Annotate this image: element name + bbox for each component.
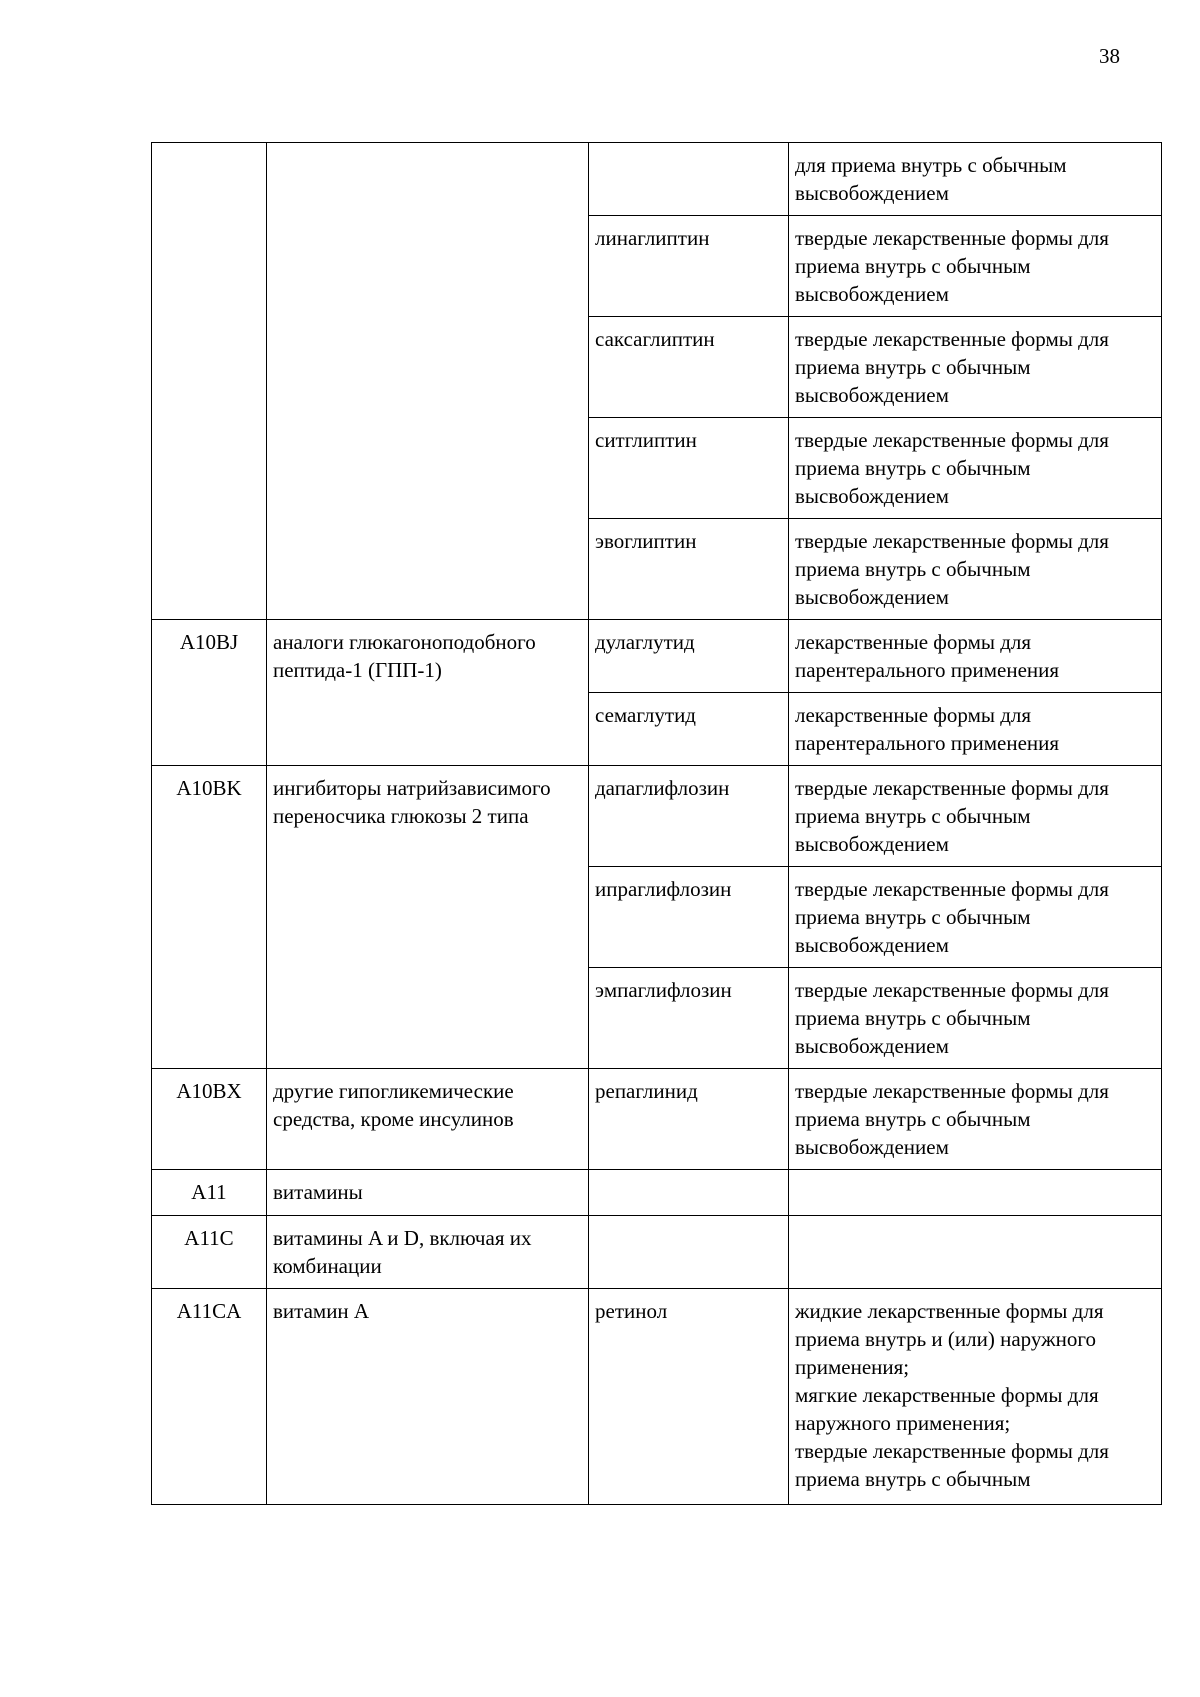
- dosage-form-text: твердые лекарственные формы для приема внутрь с обычным высвобождением: [795, 226, 1109, 306]
- atc-code-cell: A11CA: [152, 1289, 267, 1505]
- dosage-form-cell: [789, 693, 1162, 766]
- table-row: [152, 1289, 1162, 1505]
- dosage-form-cell: [789, 1170, 1162, 1216]
- inn-cell: семаглутид: [589, 693, 789, 766]
- group-name-cell: аналоги глюкагоноподобного пептида-1 (ГПП-1): [267, 620, 589, 766]
- dosage-form-cell: [789, 867, 1162, 968]
- dosage-form-cell: [789, 1069, 1162, 1170]
- dosage-form-cell: [789, 766, 1162, 867]
- atc-code-cell: A10BX: [152, 1069, 267, 1170]
- inn-cell: ретинол: [589, 1289, 789, 1505]
- dosage-form-text: твердые лекарственные формы для приема внутрь с обычным высвобождением: [795, 529, 1109, 609]
- dosage-form-cell: [789, 1289, 1162, 1505]
- dosage-form-cell: [789, 1216, 1162, 1289]
- inn-cell: [589, 1170, 789, 1216]
- dosage-form-cell: [789, 216, 1162, 317]
- inn-cell: [589, 1216, 789, 1289]
- table-row: [152, 1069, 1162, 1170]
- inn-cell: ипраглифлозин: [589, 867, 789, 968]
- table-row: [152, 1216, 1162, 1289]
- inn-cell: репаглинид: [589, 1069, 789, 1170]
- atc-code-cell: A11: [152, 1170, 267, 1216]
- dosage-form-text: твердые лекарственные формы для приема внутрь с обычным высвобождением: [795, 776, 1109, 856]
- group-name-cell: витамин A: [267, 1289, 589, 1505]
- drug-list-table: [151, 142, 1162, 1505]
- table-row: [152, 1170, 1162, 1216]
- dosage-form-text: твердые лекарственные формы для приема внутрь с обычным высвобождением: [795, 327, 1109, 407]
- table-row: [152, 620, 1162, 693]
- group-name-cell: витамины: [267, 1170, 589, 1216]
- inn-cell: эвоглиптин: [589, 519, 789, 620]
- dosage-form-text: лекарственные формы для парентерального применения: [795, 630, 1060, 682]
- atc-code-cell: A11C: [152, 1216, 267, 1289]
- dosage-form-text: твердые лекарственные формы для приема внутрь с обычным высвобождением: [795, 428, 1109, 508]
- dosage-form-cell: [789, 317, 1162, 418]
- group-name-cell: витамины A и D, включая их комбинации: [267, 1216, 589, 1289]
- inn-cell: эмпаглифлозин: [589, 968, 789, 1069]
- inn-cell: линаглиптин: [589, 216, 789, 317]
- dosage-form-cell: [789, 519, 1162, 620]
- dosage-form-cell: [789, 143, 1162, 216]
- dosage-form-cell: [789, 620, 1162, 693]
- dosage-form-text: твердые лекарственные формы для приема внутрь с обычным высвобождением: [795, 1079, 1109, 1159]
- atc-code-cell: A10BJ: [152, 620, 267, 766]
- atc-code-cell: [152, 143, 267, 620]
- dosage-form-cell: [789, 968, 1162, 1069]
- inn-cell: дапаглифлозин: [589, 766, 789, 867]
- inn-cell: [589, 143, 789, 216]
- inn-cell: дулаглутид: [589, 620, 789, 693]
- inn-cell: саксаглиптин: [589, 317, 789, 418]
- dosage-form-cell: [789, 418, 1162, 519]
- dosage-form-text: твердые лекарственные формы для приема внутрь с обычным: [795, 1439, 1109, 1491]
- dosage-form-text: твердые лекарственные формы для приема внутрь с обычным высвобождением: [795, 877, 1109, 957]
- inn-cell: ситглиптин: [589, 418, 789, 519]
- group-name-cell: [267, 143, 589, 620]
- table-row: [152, 143, 1162, 216]
- dosage-form-text: лекарственные формы для парентерального применения: [795, 703, 1060, 755]
- atc-code-cell: A10BK: [152, 766, 267, 1069]
- dosage-form-text: для приема внутрь с обычным высвобождением: [795, 153, 1067, 205]
- table-row: [152, 766, 1162, 867]
- dosage-form-text: жидкие лекарственные формы для приема внутрь и (или) наружного применения;: [795, 1299, 1104, 1379]
- dosage-form-text: твердые лекарственные формы для приема внутрь с обычным высвобождением: [795, 978, 1109, 1058]
- group-name-cell: ингибиторы натрийзависимого переносчика глюкозы 2 типа: [267, 766, 589, 1069]
- page-number: 38: [1099, 44, 1120, 68]
- dosage-form-text: мягкие лекарственные формы для наружного применения;: [795, 1383, 1099, 1435]
- group-name-cell: другие гипогликемические средства, кроме инсулинов: [267, 1069, 589, 1170]
